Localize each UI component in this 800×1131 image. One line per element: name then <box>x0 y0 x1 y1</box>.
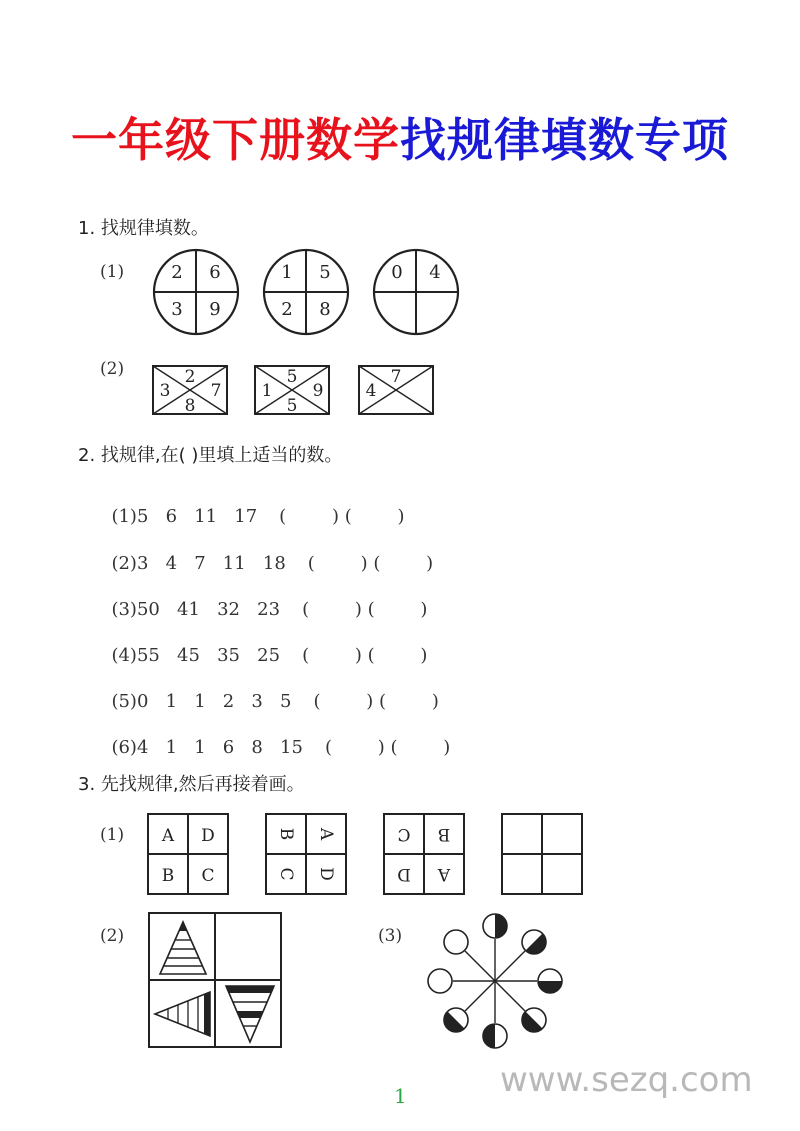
answer-blanks[interactable]: ( ) ( ) <box>302 599 428 620</box>
triangle-pattern-grid <box>148 912 284 1050</box>
grid-letter: A <box>316 827 336 841</box>
sequence-row-6 <box>100 716 450 758</box>
number-sequence: 5 6 11 17 <box>136 506 258 527</box>
q1-part2-label: (2) <box>100 359 125 379</box>
wheel-spokes <box>453 939 537 1023</box>
page-number: 1 <box>394 1084 407 1108</box>
circle-diagram <box>154 250 238 334</box>
sequence-row-5 <box>100 670 439 712</box>
circle-left-empty[interactable] <box>428 969 452 993</box>
box-number: 5 <box>286 396 298 416</box>
cross-box-diagram <box>255 366 329 416</box>
circle-number: 2 <box>171 262 183 283</box>
circle-number: 6 <box>209 262 221 283</box>
question-1-heading: 1. 找规律填数。 <box>78 218 209 239</box>
letter-grid-flipped <box>384 814 464 894</box>
question-2-heading: 2. 找规律,在( )里填上适当的数。 <box>78 445 343 466</box>
title-part-blue: 找规律填数专项 <box>400 113 729 167</box>
box-number: 2 <box>184 367 196 387</box>
number-sequence: 0 1 1 2 3 5 <box>136 691 292 712</box>
sequence-row-2 <box>100 532 433 574</box>
sequence-row-4 <box>100 624 427 666</box>
box-number: 8 <box>184 396 196 416</box>
box-number: 3 <box>159 381 171 401</box>
circle-number: 5 <box>319 262 331 283</box>
row-label: (3) <box>111 599 137 620</box>
number-sequence: 3 4 7 11 18 <box>136 553 286 574</box>
question-3-heading: 3. 先找规律,然后再接着画。 <box>78 774 305 795</box>
letter-grid-blank[interactable] <box>502 814 582 894</box>
sequence-row-3 <box>100 578 427 620</box>
triangle-down-striped <box>226 986 274 1042</box>
row-label: (4) <box>111 645 137 666</box>
answer-blanks[interactable]: ( ) ( ) <box>307 553 434 574</box>
grid-letter: D <box>201 826 215 846</box>
circle-right-half-bottom <box>536 969 564 995</box>
row-label: (1) <box>111 506 137 527</box>
row-label: (6) <box>111 737 137 758</box>
row-label: (5) <box>111 691 137 712</box>
q3-letter-grids <box>146 812 588 898</box>
circle-number: 8 <box>319 299 331 320</box>
grid-letter: B <box>437 824 451 844</box>
answer-blanks[interactable]: ( ) ( ) <box>324 737 451 758</box>
circle-wheel-pattern <box>420 906 570 1056</box>
grid-letter: C <box>276 867 296 881</box>
answer-blanks[interactable]: ( ) ( ) <box>279 506 405 527</box>
grid-letter: C <box>397 824 411 844</box>
grid-letter: A <box>437 864 451 884</box>
q1-box-diagrams <box>152 365 442 417</box>
circle-bottom-half-left <box>481 1022 507 1050</box>
q1-part1-label: (1) <box>100 262 125 282</box>
answer-blanks[interactable]: ( ) ( ) <box>302 645 428 666</box>
circle-number: 2 <box>281 299 293 320</box>
grid-letter: A <box>161 826 175 846</box>
grid-letter: C <box>201 866 215 886</box>
letter-grid <box>148 814 228 894</box>
circle-number: 3 <box>171 299 183 320</box>
circle-number: 9 <box>209 299 221 320</box>
circle-top-half-right <box>483 912 509 940</box>
watermark: www.sezq.com <box>500 1060 753 1100</box>
circle-diagram <box>264 250 348 334</box>
answer-blanks[interactable]: ( ) ( ) <box>313 691 439 712</box>
number-sequence: 55 45 35 25 <box>136 645 281 666</box>
triangle-up-striped <box>160 922 206 974</box>
circle-number: 0 <box>391 262 403 283</box>
page-title <box>0 104 800 170</box>
box-number: 1 <box>261 381 273 401</box>
grid-letter: D <box>316 867 336 881</box>
number-sequence: 4 1 1 6 8 15 <box>136 737 303 758</box>
cross-box-diagram <box>153 366 227 416</box>
circle-number: 1 <box>281 262 293 283</box>
title-part-red: 一年级下册数学 <box>71 113 400 167</box>
q3-part1-label: (1) <box>100 825 125 845</box>
circle-diagram-blank <box>374 250 458 334</box>
q1-circle-diagrams <box>150 248 470 336</box>
q3-part2-label: (2) <box>100 926 125 946</box>
box-number: 5 <box>286 367 298 387</box>
box-number: 9 <box>312 381 324 401</box>
grid-letter: B <box>276 827 296 841</box>
cross-box-diagram-blank <box>359 366 433 414</box>
row-label: (2) <box>111 553 137 574</box>
triangle-left-striped <box>155 992 210 1036</box>
circle-number: 4 <box>429 262 441 283</box>
box-number: 7 <box>390 367 402 387</box>
circle-top-left-empty[interactable] <box>444 930 468 954</box>
letter-grid-rotated <box>266 814 346 894</box>
grid-letter: B <box>161 866 175 886</box>
sequence-row-1 <box>100 485 405 527</box>
box-number: 7 <box>210 381 222 401</box>
number-sequence: 50 41 32 23 <box>136 599 281 620</box>
grid-letter: D <box>397 864 411 884</box>
box-number: 4 <box>365 381 377 401</box>
q3-part3-label: (3) <box>378 926 403 946</box>
